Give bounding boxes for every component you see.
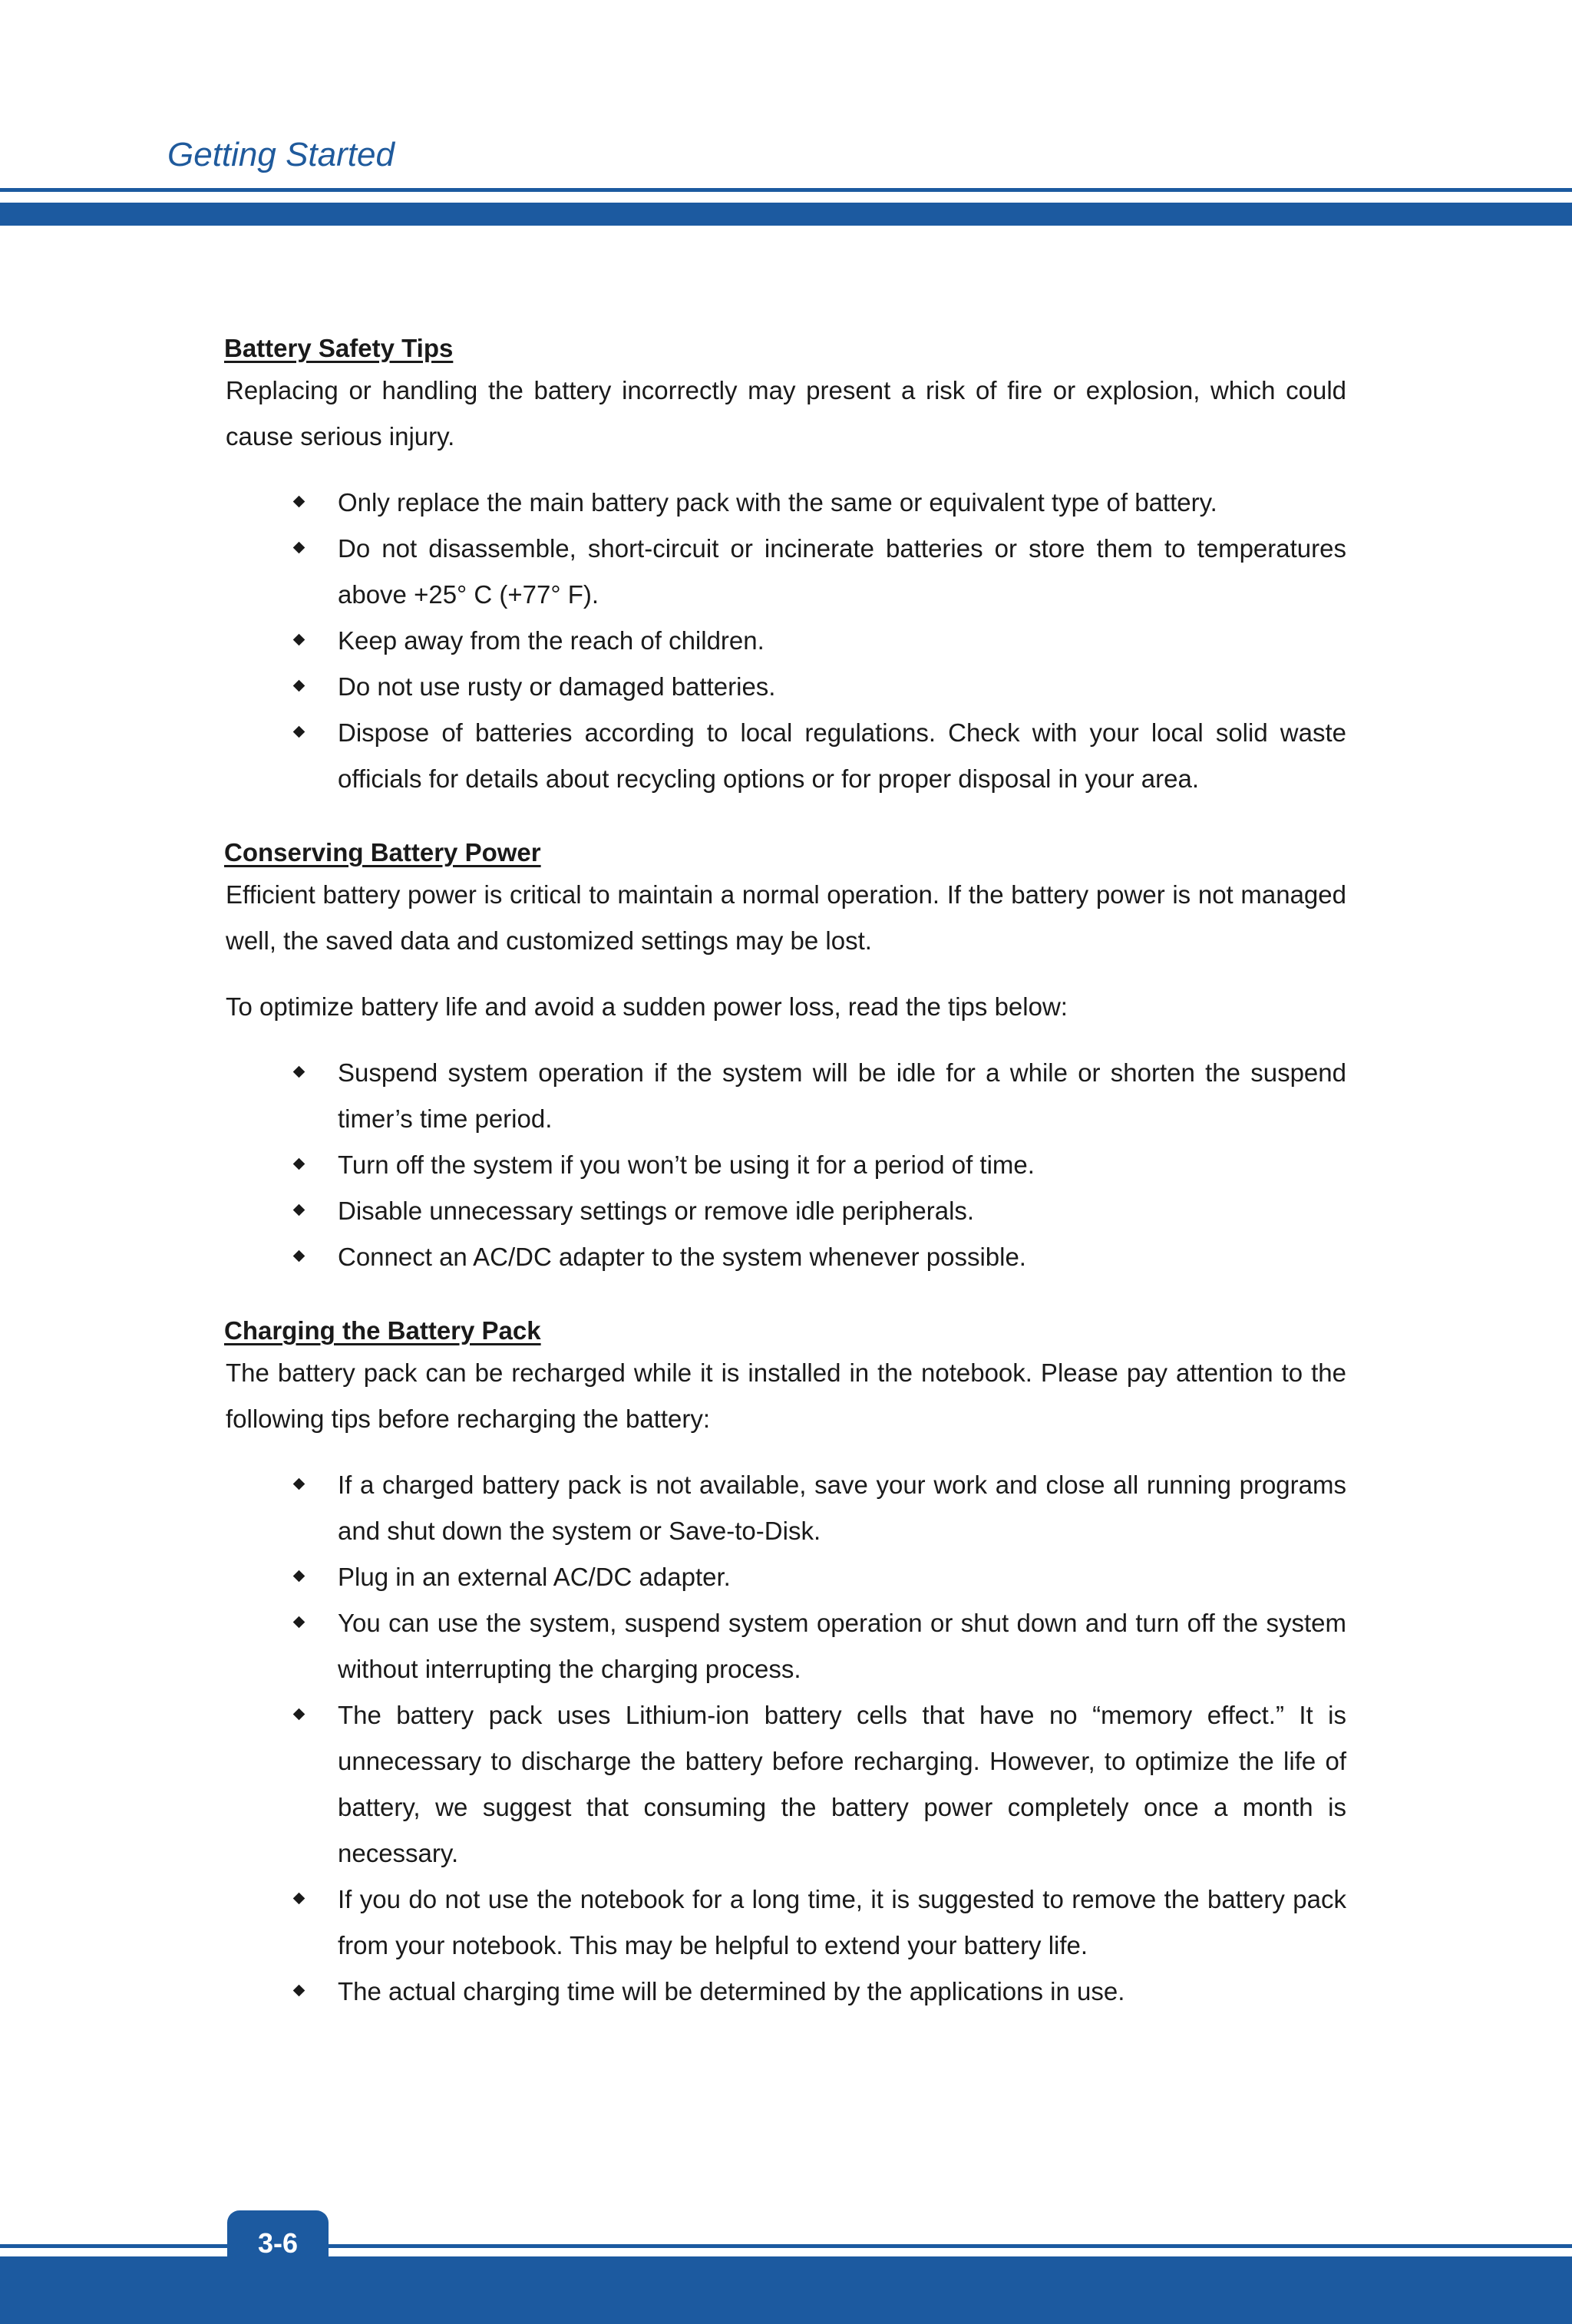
section-paragraph: To optimize battery life and avoid a sudden power loss, read the tips below: xyxy=(226,992,1068,1021)
diamond-bullet-icon xyxy=(293,1066,305,1078)
diamond-bullet-icon xyxy=(293,1250,305,1263)
list-item-text: If you do not use the notebook for a long time, it is suggested to remove the battery pack from your notebook. This may be helpful to extend your battery life. xyxy=(338,1885,1346,1959)
page-content xyxy=(224,328,1346,2015)
list-item xyxy=(338,1969,1346,2015)
section-charging-the-battery-pack xyxy=(224,1311,1346,2015)
list-item xyxy=(338,1600,1346,1692)
header-divider-bar xyxy=(0,203,1572,226)
section-battery-safety-tips xyxy=(224,328,1346,802)
section-paragraph: The battery pack can be recharged while it is installed in the notebook. Please pay attention to the following tips before recharging the battery: xyxy=(226,1358,1346,1433)
diamond-bullet-icon xyxy=(293,1893,305,1905)
section-conserving-battery-power xyxy=(224,833,1346,1280)
list-item-text: If a charged battery pack is not available, save your work and close all running programs and shut down the system or Save-to-Disk. xyxy=(338,1471,1346,1545)
section-title: Conserving Battery Power xyxy=(224,838,541,867)
list-item xyxy=(338,1462,1346,1554)
list-item xyxy=(338,480,1346,526)
diamond-bullet-icon xyxy=(293,680,305,692)
list-item-text: Only replace the main battery pack with the same or equivalent type of battery. xyxy=(338,488,1217,517)
diamond-bullet-icon xyxy=(293,634,305,646)
diamond-bullet-icon xyxy=(293,1985,305,1997)
list-item-text: Disable unnecessary settings or remove idle peripherals. xyxy=(338,1197,975,1225)
section-title: Battery Safety Tips xyxy=(224,334,454,362)
bullet-list xyxy=(224,480,1346,802)
diamond-bullet-icon xyxy=(293,496,305,508)
bullet-list xyxy=(224,1050,1346,1280)
list-item xyxy=(338,1234,1346,1280)
list-item xyxy=(338,618,1346,664)
list-item xyxy=(338,710,1346,802)
diamond-bullet-icon xyxy=(293,1478,305,1490)
diamond-bullet-icon xyxy=(293,1204,305,1216)
list-item-text: Do not disassemble, short-circuit or incinerate batteries or store them to temperatures above +25° C (+77° F). xyxy=(338,534,1346,609)
diamond-bullet-icon xyxy=(293,726,305,738)
page-header-title: Getting Started xyxy=(167,136,395,173)
list-item-text: You can use the system, suspend system operation or shut down and turn off the system without interrupting the charging process. xyxy=(338,1609,1346,1683)
list-item xyxy=(338,1877,1346,1969)
list-item xyxy=(338,1050,1346,1142)
bullet-list xyxy=(224,1462,1346,2015)
list-item xyxy=(338,1692,1346,1877)
diamond-bullet-icon xyxy=(293,1616,305,1629)
list-item-text: Turn off the system if you won’t be using it for a period of time. xyxy=(338,1150,1035,1179)
list-item-text: Do not use rusty or damaged batteries. xyxy=(338,672,776,701)
section-title: Charging the Battery Pack xyxy=(224,1316,541,1345)
list-item-text: Connect an AC/DC adapter to the system whenever possible. xyxy=(338,1243,1026,1271)
section-paragraph: Replacing or handling the battery incorrectly may present a risk of fire or explosion, which could cause serious injury. xyxy=(226,376,1346,451)
list-item xyxy=(338,664,1346,710)
diamond-bullet-icon xyxy=(293,1570,305,1583)
list-item xyxy=(338,1554,1346,1600)
list-item-text: The actual charging time will be determined by the applications in use. xyxy=(338,1977,1125,2005)
section-paragraph: Efficient battery power is critical to maintain a normal operation. If the battery power is not managed well, the saved data and customized settings may be lost. xyxy=(226,880,1346,955)
list-item-text: Dispose of batteries according to local regulations. Check with your local solid waste officials for details about recycling options or for proper disposal in your area. xyxy=(338,718,1346,793)
header-divider-line xyxy=(0,188,1572,192)
list-item xyxy=(338,526,1346,618)
list-item-text: Keep away from the reach of children. xyxy=(338,626,765,655)
list-item-text: Suspend system operation if the system will be idle for a while or shorten the suspend timer’s time period. xyxy=(338,1058,1346,1133)
list-item-text: Plug in an external AC/DC adapter. xyxy=(338,1563,731,1591)
diamond-bullet-icon xyxy=(293,1708,305,1721)
list-item xyxy=(338,1142,1346,1188)
diamond-bullet-icon xyxy=(293,542,305,554)
list-item-text: The battery pack uses Lithium-ion battery cells that have no “memory effect.” It is unnecessary to discharge the battery before recharging. However, to optimize the life of battery, we suggest that consuming the battery power completely once a month is necessary. xyxy=(338,1701,1346,1867)
list-item xyxy=(338,1188,1346,1234)
page-number: 3-6 xyxy=(227,2210,329,2279)
diamond-bullet-icon xyxy=(293,1158,305,1170)
